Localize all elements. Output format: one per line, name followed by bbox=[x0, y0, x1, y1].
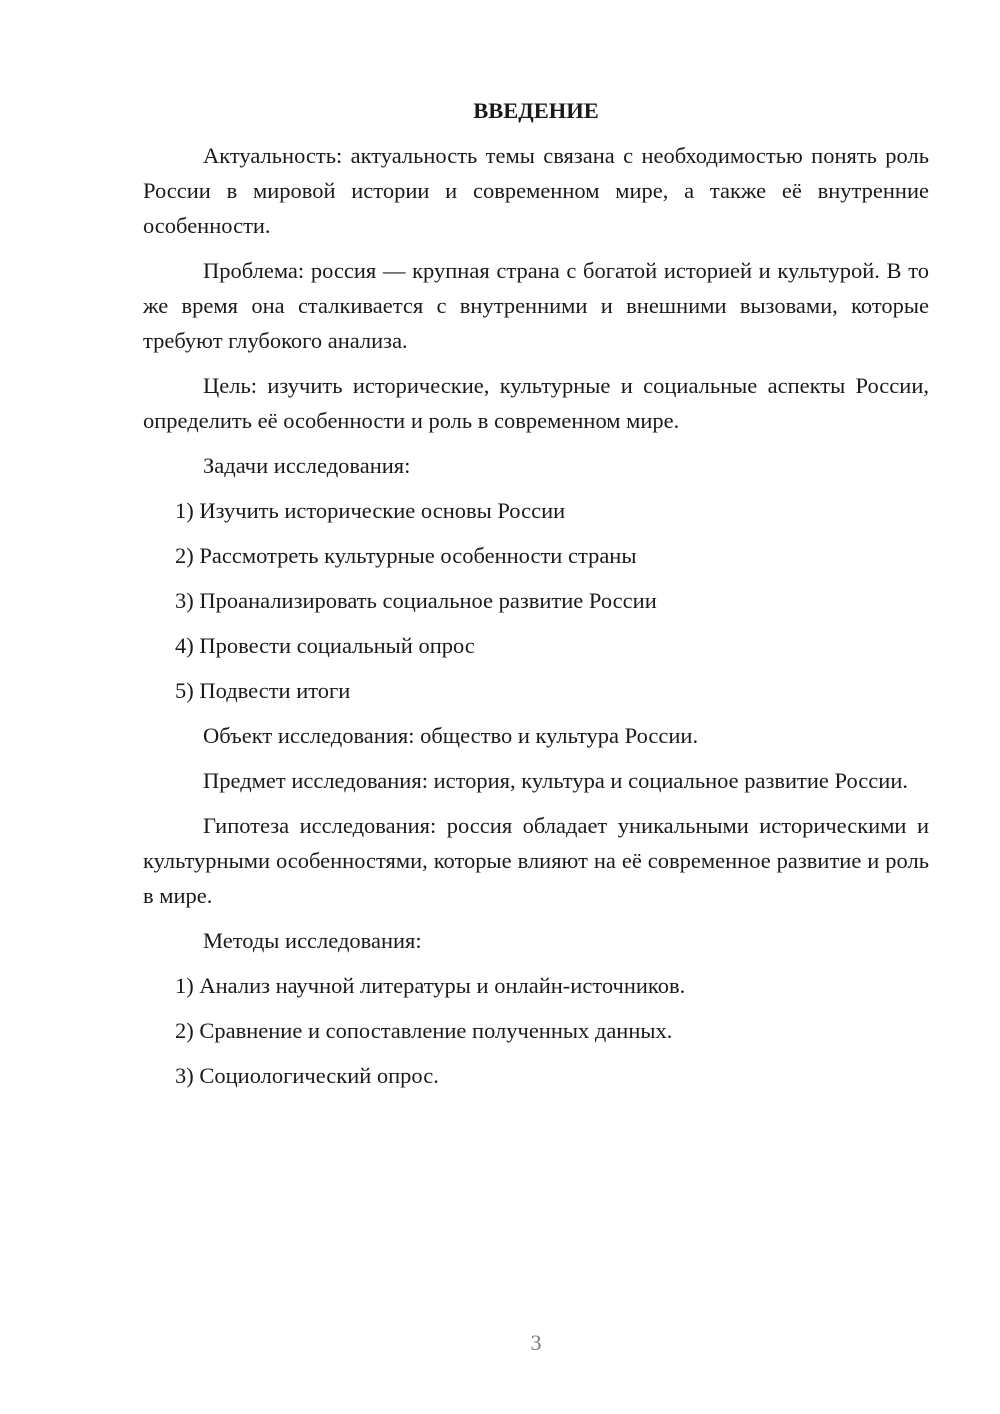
tasks-heading: Задачи исследования: bbox=[203, 453, 411, 478]
subject-paragraph: Предмет исследования: история, культура и социальное развитие России. bbox=[203, 768, 908, 793]
page-content bbox=[143, 93, 929, 1103]
page-number: 3 bbox=[530, 1330, 542, 1355]
problem-paragraph: Проблема: россия — крупная страна с богатой историей и культурой. В то же время она сталкивается с внутренними и внешними вызовами, которые требуют глубокого анализа. bbox=[143, 258, 929, 353]
methods-heading: Методы исследования: bbox=[203, 928, 422, 953]
method-item: 3) Социологический опрос. bbox=[175, 1063, 439, 1088]
task-item: 5) Подвести итоги bbox=[175, 678, 351, 703]
method-item: 2) Сравнение и сопоставление полученных данных. bbox=[175, 1018, 673, 1043]
task-item: 4) Провести социальный опрос bbox=[175, 633, 475, 658]
method-item: 1) Анализ научной литературы и онлайн-источников. bbox=[175, 973, 686, 998]
task-item: 1) Изучить исторические основы России bbox=[175, 498, 566, 523]
goal-paragraph: Цель: изучить исторические, культурные и социальные аспекты России, определить её особенности и роль в современном мире. bbox=[143, 373, 929, 433]
object-paragraph: Объект исследования: общество и культура России. bbox=[203, 723, 699, 748]
relevance-paragraph: Актуальность: актуальность темы связана с необходимостью понять роль России в мировой истории и современном мире, а также её внутренние особенности. bbox=[143, 143, 929, 238]
task-item: 3) Проанализировать социальное развитие России bbox=[175, 588, 657, 613]
hypothesis-paragraph: Гипотеза исследования: россия обладает уникальными историческими и культурными особенностями, которые влияют на её современное развитие и роль в мире. bbox=[143, 813, 929, 908]
task-item: 2) Рассмотреть культурные особенности страны bbox=[175, 543, 637, 568]
section-title: ВВЕДЕНИЕ bbox=[473, 98, 599, 123]
